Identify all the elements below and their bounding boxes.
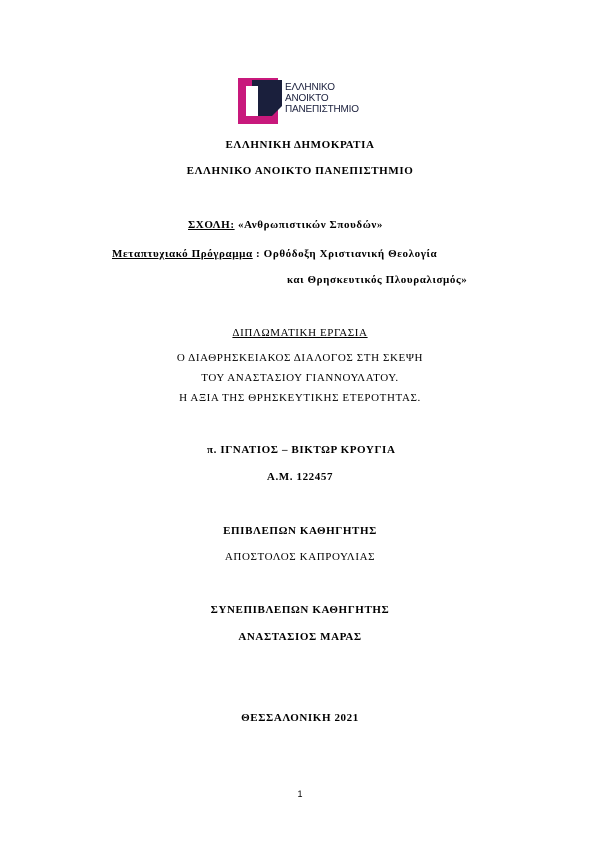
page-number: 1 <box>297 789 303 799</box>
university-logo <box>238 76 368 126</box>
supervisor-label: ΕΠΙΒΛΕΠΩΝ ΚΑΘΗΓΗΤΗΣ <box>223 525 377 537</box>
place-date: ΘΕΣΣΑΛΟΝΙΚΗ 2021 <box>241 712 359 724</box>
program-label: Μεταπτυχιακό Πρόγραμμα <box>112 248 253 260</box>
school-label: ΣΧΟΛΗ: <box>188 219 235 231</box>
program-line <box>112 248 437 260</box>
school-value: «Ανθρωπιστικών Σπουδών» <box>237 219 383 231</box>
co-supervisor-label: ΣΥΝΕΠΙΒΛΕΠΩΝ ΚΑΘΗΓΗΤΗΣ <box>210 604 390 616</box>
school-line <box>188 219 383 231</box>
logo-text-line2: ΑΝΟΙΚΤΟ <box>285 93 329 104</box>
supervisor-name: ΑΠΟΣΤΟΛΟΣ ΚΑΠΡΟΥΛΙΑΣ <box>224 551 376 563</box>
program-value-line2: και Θρησκευτικός Πλουραλισμός» <box>287 274 468 286</box>
thesis-type: ΔΙΠΛΩΜΑΤΙΚΗ ΕΡΓΑΣΙΑ <box>232 327 368 339</box>
university-heading: ΕΛΛΗΝΙΚΟ ΑΝΟΙΚΤΟ ΠΑΝΕΠΙΣΤΗΜΙΟ <box>186 165 414 177</box>
program-value-line1: Ορθόδοξη Χριστιανική Θεολογία <box>263 248 438 260</box>
republic-heading: ΕΛΛΗΝΙΚΗ ΔΗΜΟΚΡΑΤΙΑ <box>225 139 375 151</box>
student-id: Α.Μ. 122457 <box>266 471 334 483</box>
author-name: π. ΙΓΝΑΤΙΟΣ – ΒΙΚΤΩΡ ΚΡΟΥΓΙΑ <box>207 444 396 456</box>
co-supervisor-name: ΑΝΑΣΤΑΣΙΟΣ ΜΑΡΑΣ <box>238 631 362 643</box>
thesis-title-line2: ΤΟΥ ΑΝΑΣΤΑΣΙΟΥ ΓΙΑΝΝΟΥΛΑΤΟΥ. <box>201 372 399 384</box>
thesis-title-line1: Ο ΔΙΑΘΡΗΣΚΕΙΑΚΟΣ ΔΙΑΛΟΓΟΣ ΣΤΗ ΣΚΕΨΗ <box>176 352 424 364</box>
logo-mark-icon <box>238 76 284 126</box>
thesis-title-line3: Η ΑΞΙΑ ΤΗΣ ΘΡΗΣΚΕΥΤΙΚΗΣ ΕΤΕΡΟΤΗΤΑΣ. <box>179 392 421 404</box>
logo-text-line3: ΠΑΝΕΠΙΣΤΗΜΙΟ <box>285 104 359 115</box>
program-separator: : <box>252 248 264 260</box>
logo-text-line1: ΕΛΛΗΝΙΚΟ <box>285 82 335 93</box>
